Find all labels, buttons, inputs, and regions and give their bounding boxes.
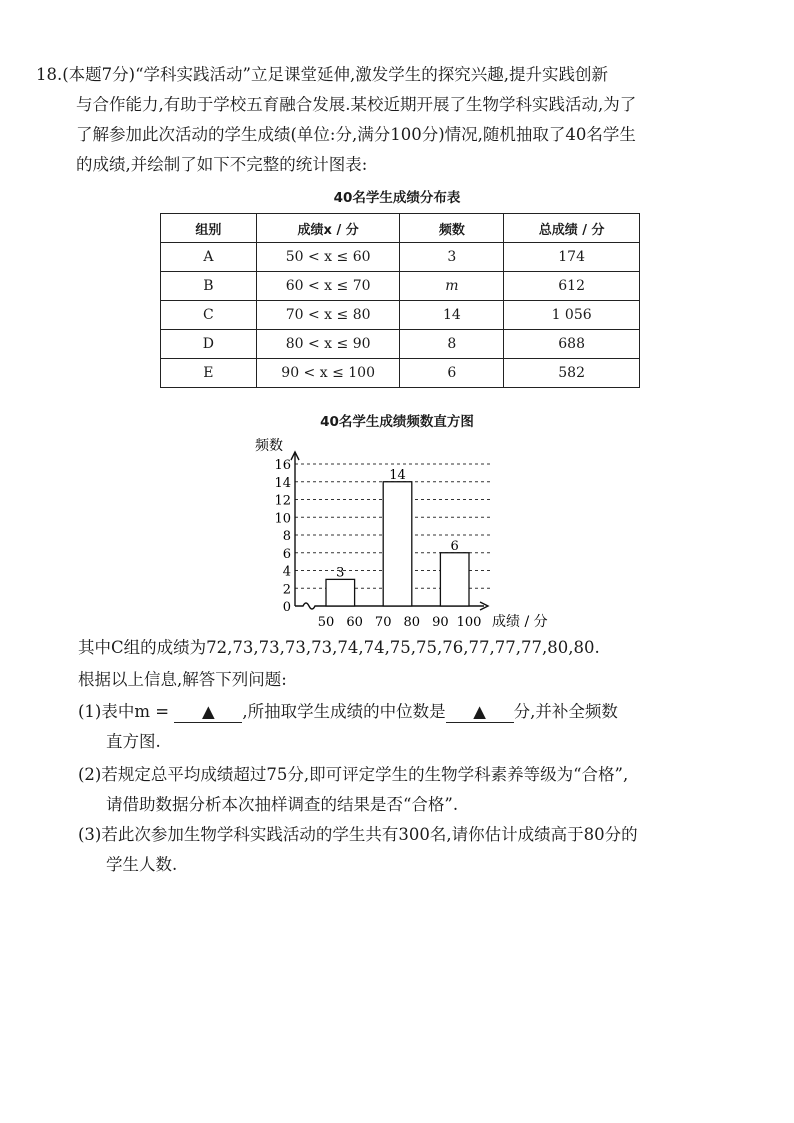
intro-line: 与合作能力,有助于学校五育融合发展.某校近期开展了生物学科实践活动,为了: [76, 95, 637, 114]
instruction-lead: 根据以上信息,解答下列问题:: [78, 670, 287, 689]
q1-text: 直方图.: [106, 732, 161, 751]
range-cell: 60 < x ≤ 70: [256, 272, 400, 301]
y-tick-label: 2: [282, 582, 291, 598]
table-row: [161, 301, 640, 330]
group-cell: C: [161, 301, 257, 330]
freq-cell: 8: [400, 330, 504, 359]
range-cell: 70 < x ≤ 80: [256, 301, 400, 330]
y-tick-label: 4: [282, 564, 291, 580]
table-row: [161, 359, 640, 388]
range-cell: 50 < x ≤ 60: [256, 243, 400, 272]
bar-value-label: 14: [389, 467, 406, 483]
table-row: [161, 272, 640, 301]
x-tick-label: 70: [374, 615, 392, 630]
total-cell: 688: [504, 330, 640, 359]
y-tick-label: 16: [274, 458, 291, 473]
answer-blank[interactable]: ▲: [446, 702, 514, 723]
problem-intro: [36, 60, 752, 180]
freq-cell: m: [400, 272, 504, 301]
x-tick-label: 80: [403, 615, 421, 630]
y-tick-label: 0: [282, 600, 291, 615]
chart-caption: 40名学生成绩频数直方图: [320, 414, 474, 430]
group-cell: B: [161, 272, 257, 301]
freq-cell: 6: [400, 359, 504, 388]
range-cell: 90 < x ≤ 100: [256, 359, 400, 388]
intro-line: 了解参加此次活动的学生成绩(单位:分,满分100分)情况,随机抽取了40名学生: [76, 125, 636, 144]
q3-text: 学生人数.: [106, 855, 178, 874]
column-header: 总成绩 / 分: [504, 214, 640, 243]
frequency-histogram: [240, 430, 560, 630]
column-header: 频数: [400, 214, 504, 243]
histogram-bar: [326, 579, 355, 606]
question-2: [78, 760, 758, 820]
group-cell: E: [161, 359, 257, 388]
q1-text: (1)表中m =: [78, 702, 175, 721]
total-cell: 1 056: [504, 301, 640, 330]
table-row: [161, 243, 640, 272]
group-cell: A: [161, 243, 257, 272]
x-tick-label: 90: [432, 615, 449, 630]
freq-cell: 3: [400, 243, 504, 272]
y-tick-label: 6: [282, 546, 291, 562]
c-group-scores: 其中C组的成绩为72,73,73,73,73,74,74,75,75,76,77,77,77,80,80.: [78, 638, 600, 657]
total-cell: 612: [504, 272, 640, 301]
histogram-bar: [440, 553, 469, 606]
x-tick-label: 100: [456, 615, 482, 630]
q1-text: 分,并补全频数: [513, 702, 618, 721]
q2-text: (2)若规定总平均成绩超过75分,即可评定学生的生物学科素养等级为“合格”,: [78, 765, 629, 784]
bar-value-label: 6: [450, 538, 459, 554]
q3-text: (3)若此次参加生物学科实践活动的学生共有300名,请你估计成绩高于80分的: [78, 825, 638, 844]
y-axis-label: 频数: [255, 438, 283, 454]
column-header: 组别: [161, 214, 257, 243]
q2-text: 请借助数据分析本次抽样调查的结果是否“合格”.: [106, 795, 459, 814]
total-cell: 174: [504, 243, 640, 272]
question-3: [78, 820, 758, 880]
x-tick-label: 50: [317, 615, 335, 630]
y-tick-label: 8: [282, 529, 291, 544]
table-header-row: [161, 214, 640, 243]
freq-cell: 14: [400, 301, 504, 330]
intro-line: 18.(本题7分)“学科实践活动”立足课堂延伸,激发学生的探究兴趣,提升实践创新: [36, 65, 608, 84]
bar-value-label: 3: [336, 565, 345, 581]
distribution-table: [160, 213, 640, 388]
table-caption: 40名学生成绩分布表: [333, 190, 461, 206]
x-axis-label: 成绩 / 分: [492, 614, 548, 630]
table-row: [161, 330, 640, 359]
y-tick-label: 12: [274, 493, 291, 509]
question-1: [78, 697, 758, 757]
x-tick-label: 60: [346, 615, 363, 630]
y-tick-label: 14: [274, 475, 291, 491]
group-cell: D: [161, 330, 257, 359]
y-tick-label: 10: [274, 511, 291, 527]
total-cell: 582: [504, 359, 640, 388]
range-cell: 80 < x ≤ 90: [256, 330, 400, 359]
column-header: 成绩x / 分: [256, 214, 400, 243]
histogram-bar: [383, 482, 412, 606]
q1-text: ,所抽取学生成绩的中位数是: [242, 702, 446, 721]
intro-line: 的成绩,并绘制了如下不完整的统计图表:: [76, 155, 368, 174]
answer-blank[interactable]: ▲: [174, 702, 242, 723]
